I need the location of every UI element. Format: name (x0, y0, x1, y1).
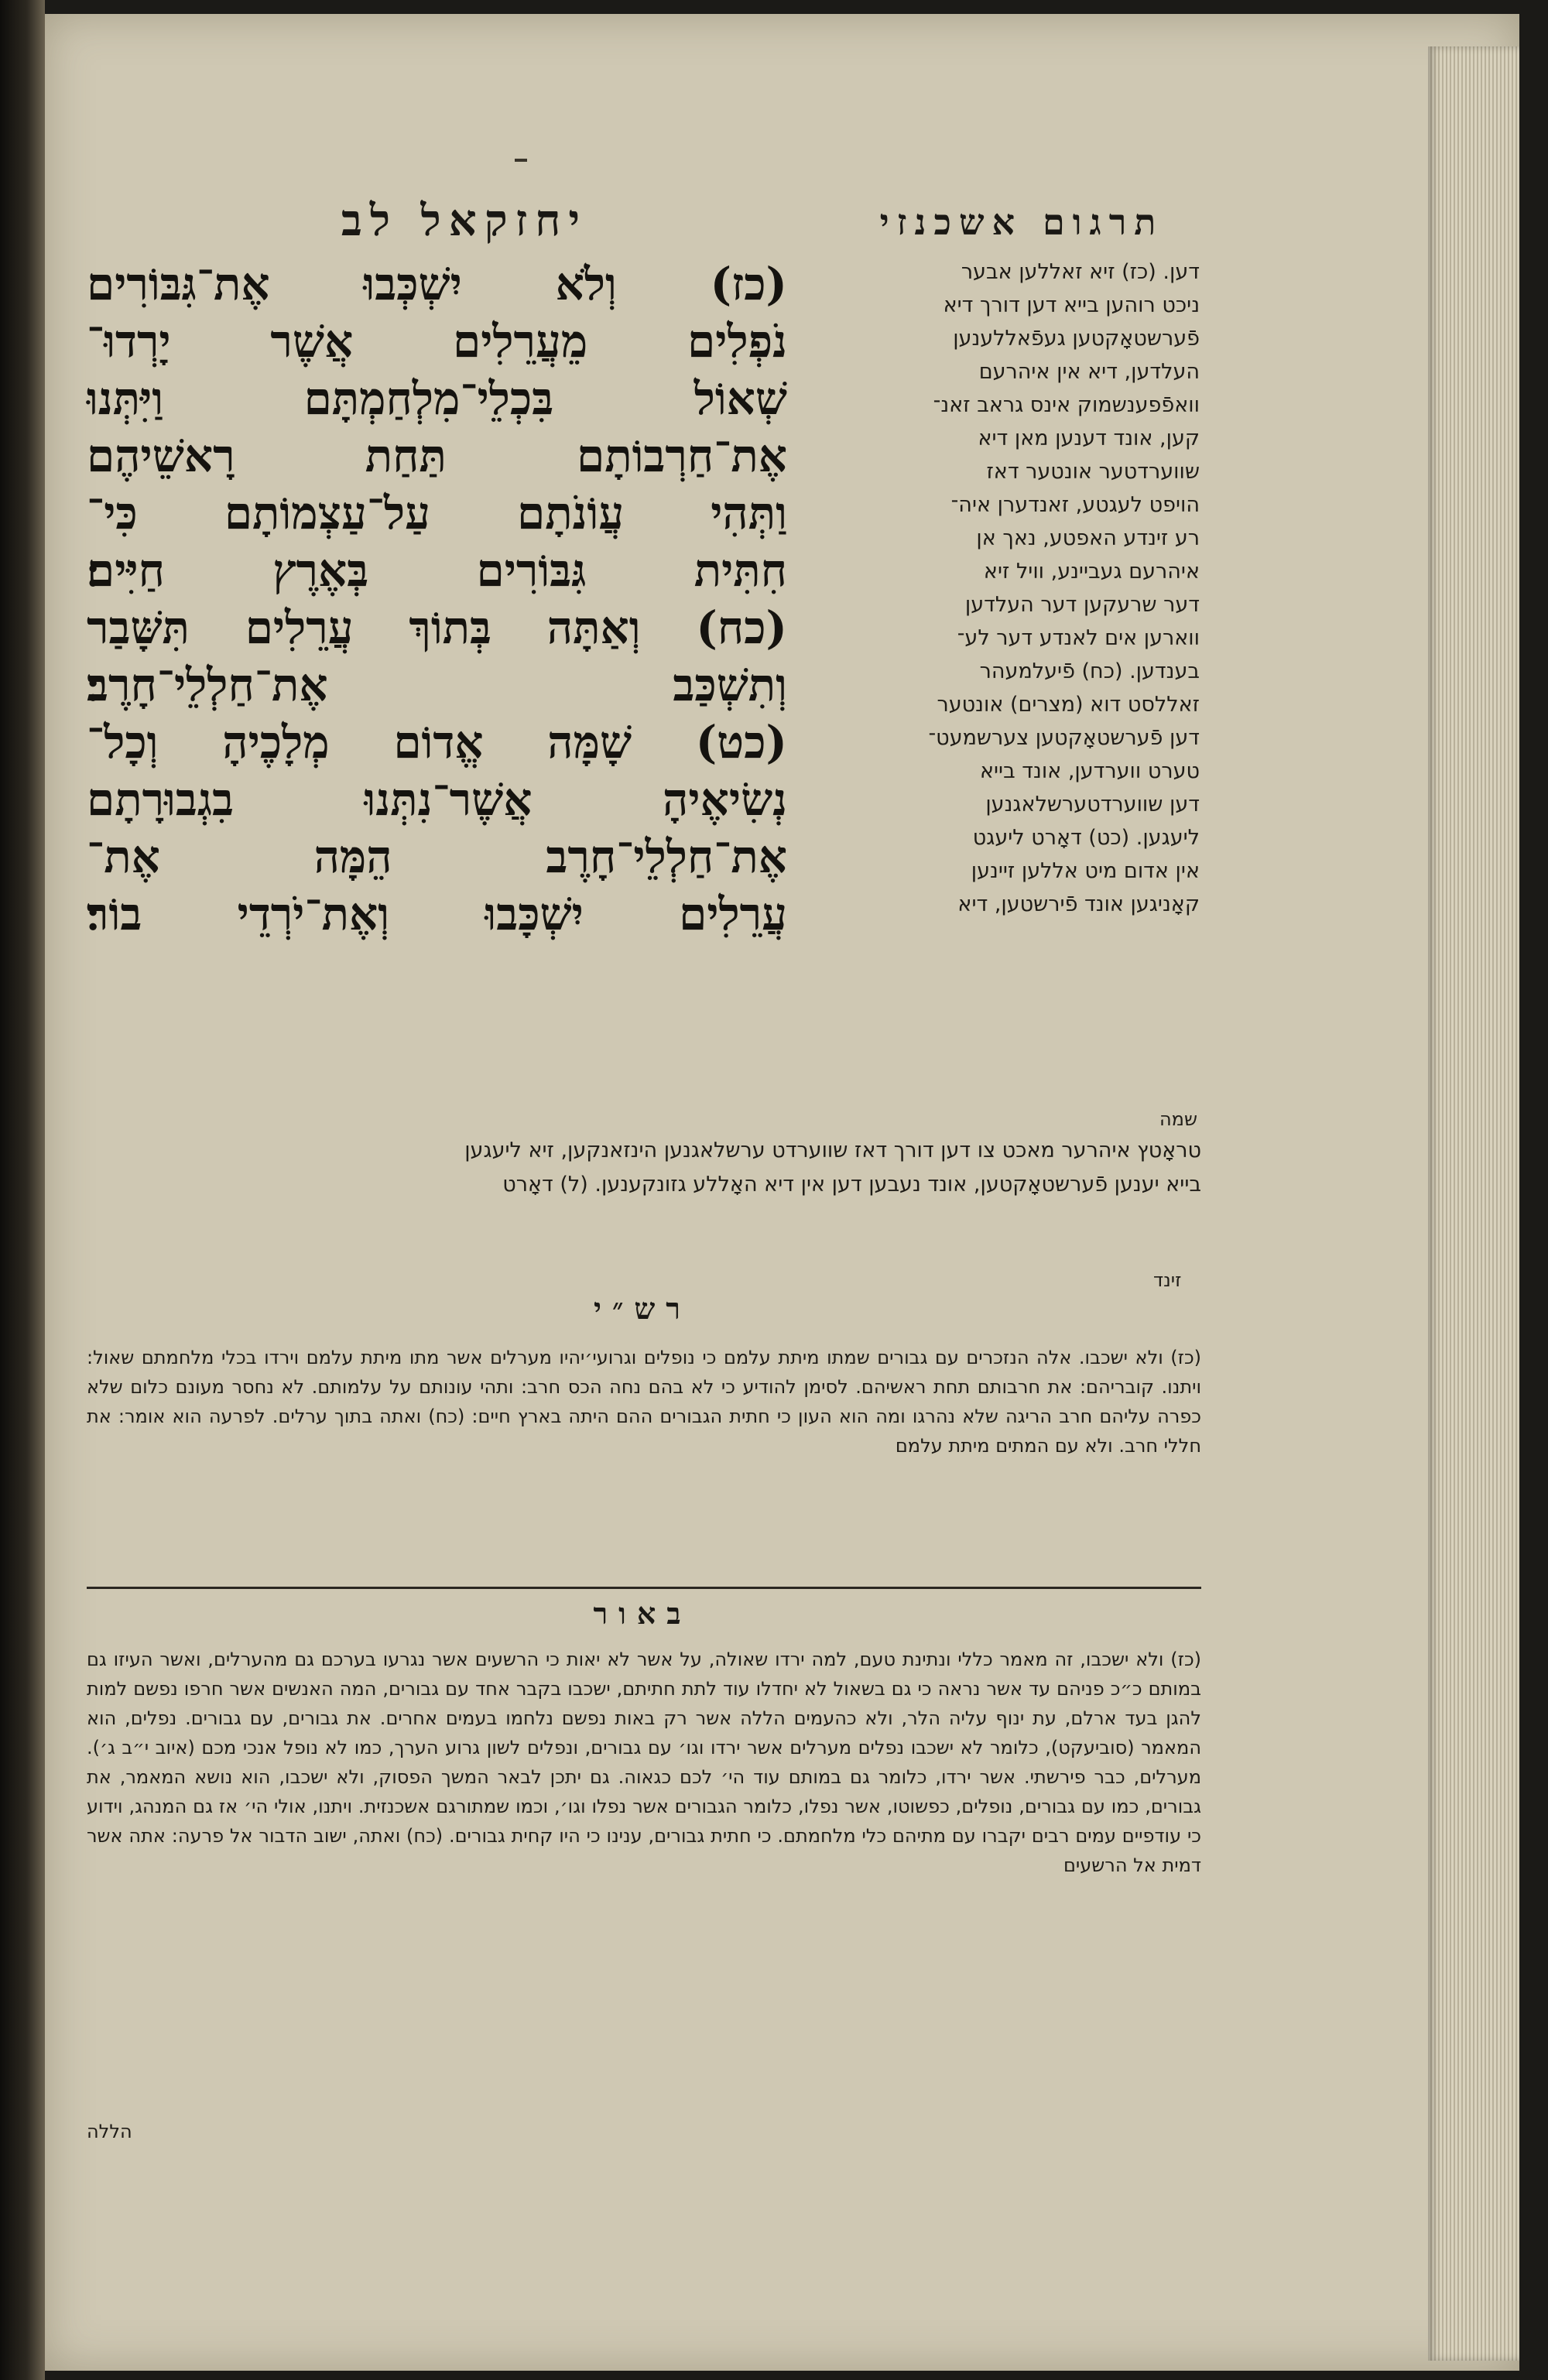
bible-verse-line: חִתִּית גִּבּוֹרִים בְּאֶרֶץ חַיִּים׃ (87, 544, 787, 597)
bible-verse-line: (כח) וְאַתָּה בְּתוֹךְ עֲרֵלִים תִּשָּׁבַר (87, 601, 787, 654)
targum-full-line: בייא יענען פֿערשטאָקטען, אונד נעבען דען אין דיא האָללע גזונקענען. (ל) דאָרט (502, 1173, 1201, 1197)
targum-line: פֿערשטאָקטען געפֿאללענען (953, 327, 1200, 351)
targum-line: שווערדטער אונטער דאז (986, 460, 1200, 484)
book-chapter-header: יחזקאל לב (341, 195, 588, 246)
targum-line: קען, אונד דענען מאן דיא (978, 426, 1200, 450)
targum-line: העלדען, דיא אין איהרעם (978, 360, 1200, 384)
bible-verse-line: נְשִׂיאֶיהָ אֲשֶׁר־נִתְּנוּ בִגְבוּרָתָם (87, 773, 787, 826)
bible-verse-line: שְׁאוֹל בִּכְלֵי־מִלְחַמְתָּם וַיִּתְּנוּ (87, 372, 787, 425)
catchword-zind: זינד (1153, 1269, 1182, 1291)
targum-line: ליעגען. (כט) דאָרט ליעגט (972, 826, 1200, 850)
targum-column (828, 255, 1200, 921)
bible-verse-line: וַתְּהִי עֲוֹנֹתָם עַל־עַצְמוֹתָם כִּי־ (87, 487, 787, 539)
targum-line: טערט ווערדען, אונד בייא (979, 759, 1200, 783)
targum-line: קאָניגען אונד פֿירשטען, דיא (957, 892, 1200, 916)
bible-verse-line: (כט) שָׁמָּה אֱדוֹם מְלָכֶיהָ וְכָל־ (87, 716, 787, 769)
bible-verse-line: אֶת־חַלְלֵי־חָרֶב הֵמָּה אֶת־ (87, 830, 787, 883)
targum-line: דער שרעקען דער העלדען (964, 593, 1200, 617)
targum-line: הויפט לעגטע, זאנדערן איה־ (950, 493, 1200, 517)
bible-verse-line: אֶת־חַרְבוֹתָם תַּחַת רָאשֵׁיהֶם (87, 430, 787, 482)
targum-line: דען. (כז) זיא זאללען אבער (961, 260, 1200, 284)
bible-verse-line: וְתִשְׁכַּב אֶת־חַלְלֵי־חָרֶב׃ (87, 659, 787, 711)
catchword-shema: שמה (1159, 1108, 1197, 1130)
rashi-commentary: (כז) ולא ישכבו. אלה הנזכרים עם גבורים שמתו מיתת עלמם כי נופלים וגרועי׳יהיו מערלים אשר מתו מיתת עלמם וירדו בכלי מלחמתם שאול: ויתנו. קובריהם: את חרבותם תחת ראשיהם. לסימן להודיע כי לא בהם נחה הכס חרב: ותהי עונותם על עלמותם. לא נחסר מעונם כלום שלא כפרה עליהם חרב הריגה שלא נהרגו ומה הוא העון כי חתית הגבורים ההם היתה בארץ חיים: (כח) ואתה בתוך ערלים. לפרעה הוא אומר: את חללי חרב. ולא עם המתים מיתת עלמם (87, 1347, 1201, 1457)
targum-line: דען פֿערשטאָקטען צערשמעט־ (928, 726, 1200, 750)
bible-verse-line: (כז) וְלֹא יִשְׁכְּבוּ אֶת־גִּבּוֹרִים (87, 258, 787, 310)
targum-line: רע זינדע האפטע, נאך אן (976, 526, 1200, 550)
bible-verse-line: עֲרֵלִים יִשְׁכָּבוּ וְאֶת־יֹרְדֵי בוֹר׃ (87, 888, 787, 940)
rashi-title: רש״י (594, 1291, 691, 1326)
catchword-halla: הללה (87, 2121, 132, 2142)
biur-title: באור (593, 1596, 692, 1631)
targum-line: ווארען אים לאנדע דער לע־ (957, 626, 1200, 650)
book-spine (0, 0, 45, 2380)
targum-line: וואפֿפענשמוק אינס גראב זאנ־ (933, 393, 1200, 417)
targum-line: זאללסט דוא (מצרים) אונטער (937, 693, 1200, 717)
biur-commentary: (כז) ולא ישכבו, זה מאמר כללי ונתינת טעם, למה ירדו שאולה, על אשר לא יאות כי הרשעים אשר נגרעו בערכם גם מהערלים, ואשר העיזו גם במותם כ״כ פניהם עד אשר נראה כי גם בשאול לא יחדלו עוד לתת חתיתם, ישכבו בקבר אחד עם גבורים, המה האנשים אשר חרפו נפשם למות להגן בעד ארלם, עת ינוף עליה הלר, ולא כהעמים הללה אשר רק באות נפשם נלחמו בעמים אחרים. את גבורים, עם גבורים. נפלים, הוא המאמר (סוביעקט), כלומר לא ישכבו נפלים מערלים אשר ירדו וגו׳ עם גבורים, ונפלים לשון גרוע הערך, כמו לא נופל אנכי מכם (איוב י״ב ג׳). מערלים, כבר פירשתי. אשר ירדו, כלומר גם במותם עוד הי׳ לכם כגאוה. גם יתכן לבאר המשך הפסוק, ולא ישכבו, הוא נושא המאמר, את גבורים, כמו עם גבורים, נופלים, כפשוטו, אשר נפלו, כלומר הגבורים אשר נפלו וגו׳, וכמו שמתורגם אשכנזית. ויתנו, אולי הי׳ אז גם המנהג, וידוע כי עודפיים עמים רבים יקברו עם מתיהם כלי מלחמתם. כי חתית גבורים, ענינו כי היו קחית גבורים. (כח) ואתה, ישוב הדבור אל פרעה: אתה אשר דמית אל הרשעים (87, 1649, 1201, 1876)
targum-line: בענדען. (כח) פֿיעלמעהר (979, 659, 1200, 683)
targum-header: תרגום אשכנזי (879, 201, 1164, 243)
targum-line: דען שווערדטערשלאגנען (985, 793, 1200, 817)
ink-mark (515, 159, 527, 162)
targum-line: ניכט רוהען בייא דען דורך דיא (943, 293, 1200, 317)
bible-verse-line: נֹפְלִים מֵעֲרֵלִים אֲשֶׁר יָרְדוּ־ (87, 315, 787, 368)
targum-full-line: טראָטץ איהרער מאכט צו דען דורך דאז שווערדט ערשלאגנען הינזאנקען, זיא ליעגען (464, 1139, 1201, 1163)
targum-line: אין אדום מיט אללען זיינען (971, 859, 1200, 883)
page-edges (1428, 46, 1519, 2361)
section-divider (87, 1587, 1201, 1589)
targum-continuation (87, 1134, 1201, 1202)
targum-line: איהרעם געביינע, וויל זיא (983, 560, 1200, 584)
bible-text-column (87, 255, 787, 943)
